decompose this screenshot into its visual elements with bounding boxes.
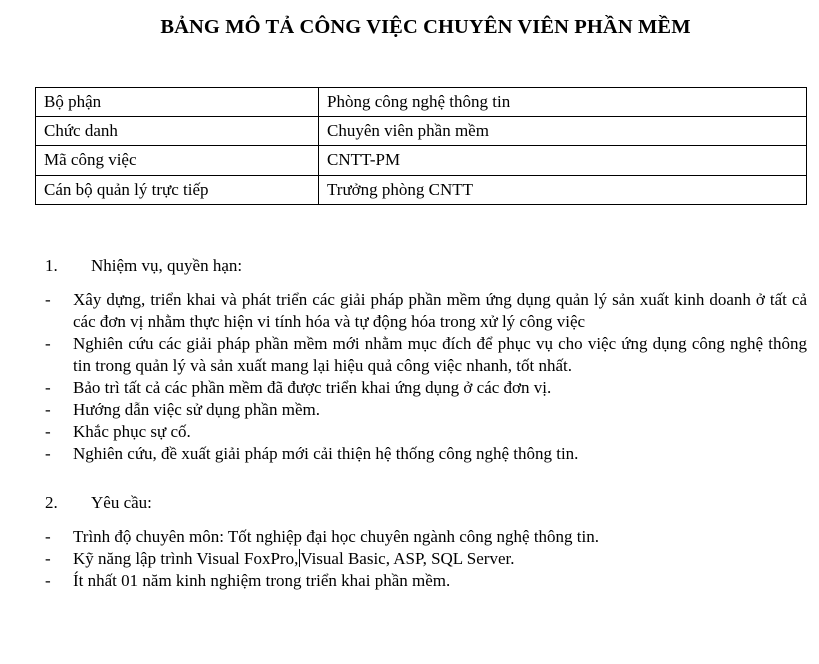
- requirements-list: [45, 526, 807, 592]
- table-row: [36, 88, 807, 117]
- bullet-dash: -: [45, 422, 51, 441]
- document-title: BẢNG MÔ TẢ CÔNG VIỆC CHUYÊN VIÊN PHẦN MỀM: [160, 16, 691, 38]
- list-item-text: Ít nhất 01 năm kinh nghiệm trong triển khai phần mềm.: [73, 571, 451, 590]
- table-cell-label: Cán bộ quản lý trực tiếp: [36, 175, 319, 204]
- job-info-table: [35, 87, 807, 205]
- list-item-text-after-cursor: Visual Basic, ASP, SQL Server.: [300, 549, 515, 568]
- section-title: Yêu cầu:: [91, 493, 152, 512]
- list-item: [45, 289, 807, 333]
- table-cell-label: Chức danh: [36, 117, 319, 146]
- table-cell-value: Chuyên viên phần mềm: [319, 117, 807, 146]
- table-row: [36, 175, 807, 204]
- list-item-text-with-cursor: [73, 548, 807, 570]
- list-item-text-before-cursor: Kỹ năng lập trình Visual FoxPro,: [73, 549, 299, 568]
- bullet-dash: -: [45, 290, 51, 309]
- list-item-text: Nghiên cứu các giải pháp phần mềm mới nhằm mục đích để phục vụ cho việc ứng dụng công nghệ thông tin trong quản lý và sản xuất mang lại hiệu quả công việc nhanh, tốt nhất.: [73, 334, 807, 375]
- list-item: [45, 548, 807, 570]
- bullet-dash: -: [45, 549, 51, 568]
- bullet-dash: -: [45, 400, 51, 419]
- table-cell-label: Bộ phận: [36, 88, 319, 117]
- bullet-dash: -: [45, 378, 51, 397]
- list-item-text: Hướng dẫn việc sử dụng phần mềm.: [73, 400, 320, 419]
- list-item: [45, 399, 807, 421]
- section-title: Nhiệm vụ, quyền hạn:: [91, 256, 243, 275]
- list-item: [45, 443, 807, 465]
- bullet-dash: -: [45, 571, 51, 590]
- section-number: 1.: [45, 256, 58, 275]
- table-cell-value: Trưởng phòng CNTT: [319, 175, 807, 204]
- bullet-dash: -: [45, 334, 51, 353]
- list-item: [45, 421, 807, 443]
- section-number: 2.: [45, 493, 58, 512]
- table-cell-value: CNTT-PM: [319, 146, 807, 175]
- table-row: [36, 117, 807, 146]
- duties-list: [45, 289, 807, 465]
- list-item-text: Xây dựng, triển khai và phát triển các giải pháp phần mềm ứng dụng quản lý sản xuất kinh doanh ở tất cả các đơn vị nhằm thực hiện vi tính hóa và tự động hóa trong xử lý công việc: [73, 290, 807, 331]
- list-item: [45, 377, 807, 399]
- table-row: [36, 146, 807, 175]
- list-item-text: Khắc phục sự cố.: [73, 422, 191, 441]
- table-cell-label: Mã công việc: [36, 146, 319, 175]
- table-cell-value: Phòng công nghệ thông tin: [319, 88, 807, 117]
- list-item: [45, 570, 807, 592]
- list-item-text: Trình độ chuyên môn: Tốt nghiệp đại học chuyên ngành công nghệ thông tin.: [73, 527, 599, 546]
- bullet-dash: -: [45, 444, 51, 463]
- bullet-dash: -: [45, 527, 51, 546]
- list-item: [45, 526, 807, 548]
- list-item: [45, 333, 807, 377]
- list-item-text: Bảo trì tất cả các phần mềm đã được triển khai ứng dụng ở các đơn vị.: [73, 378, 552, 397]
- list-item-text: Nghiên cứu, đề xuất giải pháp mới cải thiện hệ thống công nghệ thông tin.: [73, 444, 579, 463]
